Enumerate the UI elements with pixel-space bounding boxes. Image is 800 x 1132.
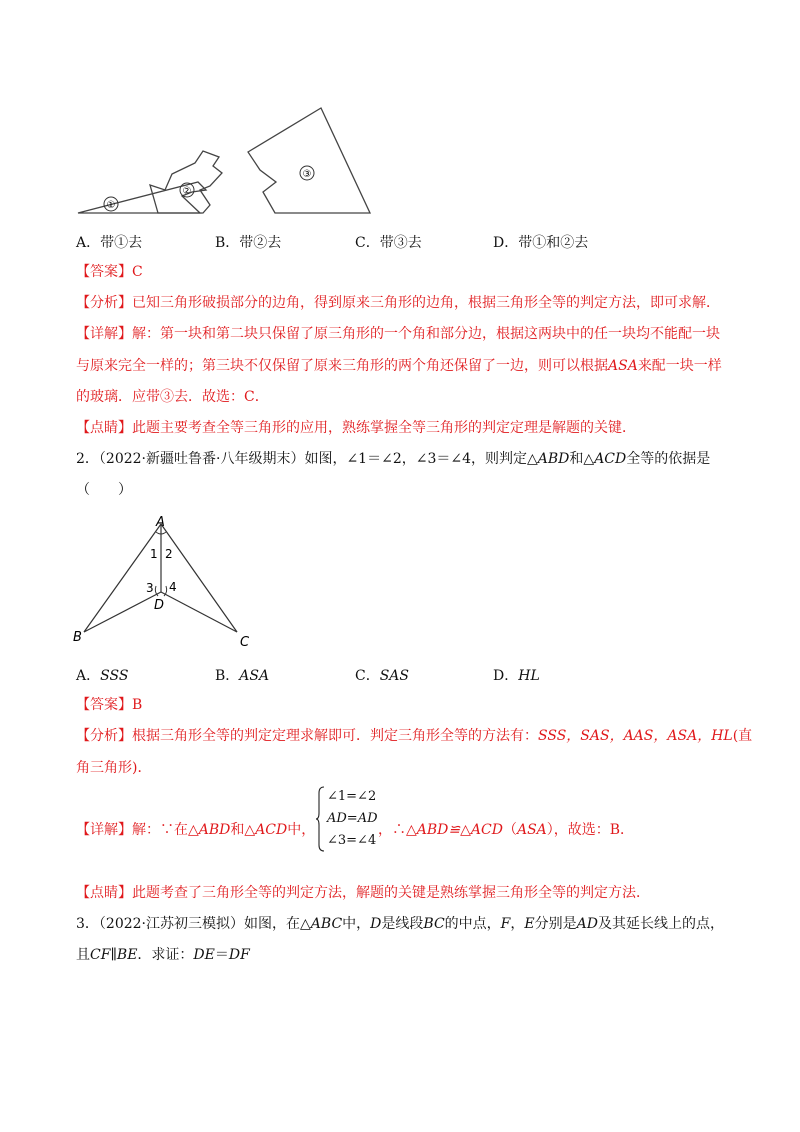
q1-detail-line-3: 的玻璃．应带③去．故选：C． [76, 389, 269, 405]
point-a-label: A [156, 515, 165, 530]
q2-stem: 2．（2022·新疆吐鲁番·八年级期末）如图，∠1＝∠2，∠3＝∠4，则判定△ABD和△ACD全等的依据是 [76, 451, 711, 467]
q2-option-c: C．SAS [355, 668, 410, 684]
q2-figure [70, 510, 270, 650]
angle-4-label: 4 [169, 580, 177, 594]
q2-analysis-line-1: 【分析】根据三角形全等的判定定理求解即可．判定三角形全等的方法有：SSS，SAS，AAS，ASA，HL(直 [76, 728, 753, 744]
q3-stem-line-1: 3．（2022·江苏初三模拟）如图，在△ABC中，D是线段BC的中点，F，E分别是AD及其延长线上的点， [76, 916, 724, 932]
q1-detail-line-1: 【详解】解：第一块和第二块只保留了原三角形的一个角和部分边，根据这两块中的任一块均不能配一块 [76, 326, 720, 342]
angle-3-label: 3 [146, 581, 154, 595]
q2-option-d: D．HL [493, 668, 540, 684]
q1-answer: 【答案】C [76, 264, 143, 280]
q2-detail-conclusion: ，∴△ABD≌△ACD（ASA），故选：B． [378, 822, 635, 838]
q1-detail-line-2: 与原来完全一样的；第三块不仅保留了原来三角形的两个角还保留了一边，则可以根据ASA来配一块一样 [76, 358, 722, 374]
point-b-label: B [73, 630, 82, 645]
point-d-label: D [154, 598, 165, 613]
q1-comment: 【点睛】此题主要考查全等三角形的应用，熟练掌握全等三角形的判定定理是解题的关键． [76, 420, 636, 436]
q2-option-a: A．SSS [76, 668, 129, 684]
piece-3-label: ③ [302, 169, 312, 180]
q2-answer: 【答案】B [76, 697, 143, 713]
segment-ac [161, 524, 237, 632]
q1-option-a: A．带①去 [76, 235, 143, 251]
q2-option-b: B．ASA [215, 668, 270, 684]
angle-2-label: 2 [165, 547, 173, 561]
point-c-label: C [240, 635, 250, 650]
q2-comment: 【点睛】此题考查了三角形全等的判定方法，解题的关键是熟练掌握三角形全等的判定方法． [76, 885, 650, 901]
segment-cd [161, 592, 237, 632]
q1-option-c: C．带③去 [355, 235, 422, 251]
piece-2-label: ② [182, 186, 192, 197]
q2-analysis-line-2: 角三角形)． [76, 760, 152, 776]
q3-stem-line-2: 且CF∥BE．求证：DE＝DF [76, 947, 250, 963]
piece-1-label: ① [106, 200, 116, 211]
system-line-1: ∠1=∠2 [327, 789, 377, 804]
q1-analysis: 【分析】已知三角形破损部分的边角，得到原来三角形的边角，根据三角形全等的判定方法，即可求解． [76, 295, 720, 311]
q1-option-b: B．带②去 [215, 235, 282, 251]
glass-piece-2 [150, 151, 222, 213]
q1-option-d: D．带①和②去 [493, 235, 589, 251]
system-line-2: AD=AD [327, 811, 378, 826]
system-line-3: ∠3=∠4 [327, 833, 377, 848]
segment-bd [84, 592, 161, 632]
system-brace [316, 785, 324, 853]
glass-pieces-figure [70, 100, 380, 220]
q2-blank: （ ） [76, 482, 132, 498]
glass-piece-3 [248, 108, 370, 213]
angle-1-label: 1 [150, 547, 158, 561]
segment-ab [84, 524, 161, 632]
q2-detail-lead: 【详解】解：∵在△ABD和△ACD中， [76, 822, 316, 838]
